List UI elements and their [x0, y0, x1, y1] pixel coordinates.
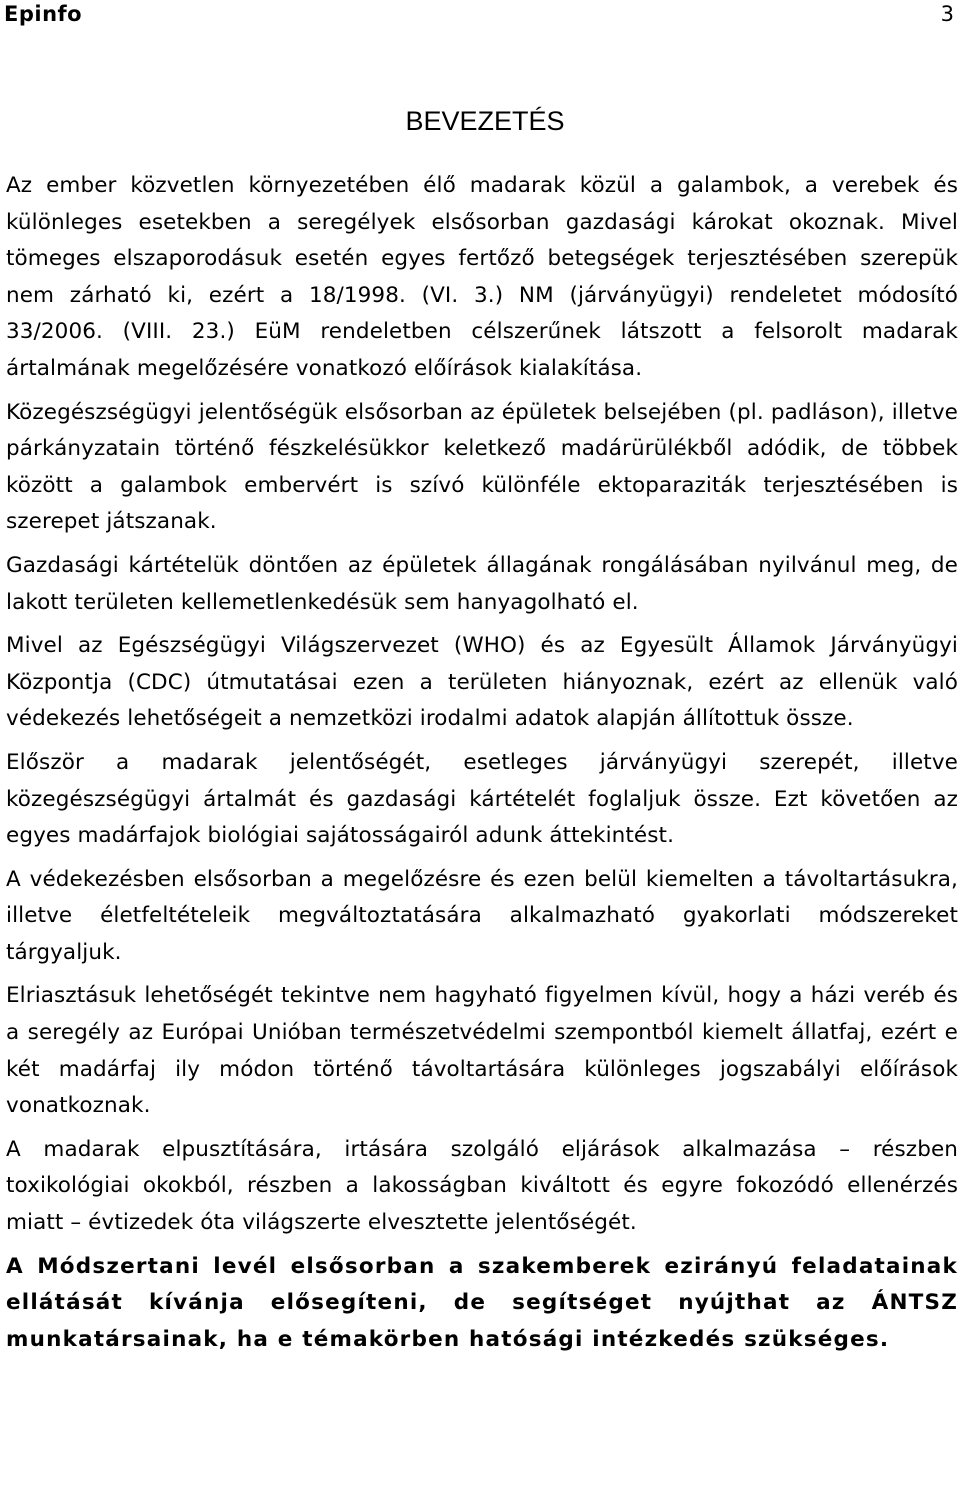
paragraph-intro: Az ember közvetlen környezetében élő madarak közül a galambok, a verebek és különleges esetekben a seregélyek elsősorban gazdasági károkat okoznak. Mivel tömeges elszaporodásuk esetén egyes fertőző betegségek terjesztésében szerepük nem zárható ki, ezért a 18/1998. (VI. 3.) NM (járványügyi) rendeletet módosító 33/2006. (VIII. 23.) EüM rendeletben célszerűnek látszott a felsorolt madarak ártalmának megelőzésére vonatkozó előírások kialakítása.: [6, 173, 958, 381]
document-body: [6, 98, 958, 1365]
section-title: BEVEZETÉS: [405, 106, 565, 136]
brand-logo: Epinfo: [4, 2, 83, 26]
paragraph-closing: A Módszertani levél elsősorban a szakemberek ezirányú feladatainak ellátását kívánja elősegíteni, de segítséget nyújthat az ÁNTSZ munkatársainak, ha e témakörben hatósági intézkedés szükséges.: [6, 1253, 958, 1352]
paragraph-deterrence: Elriasztásuk lehetőségét tekintve nem hagyható figyelmen kívül, hogy a házi veréb és a seregély az Európai Unióban természetvédelmi szempontból kiemelt állatfaj, ezért e két madárfaj ily módon történő távoltartására különleges jogszabályi előírások vonatkoznak.: [6, 983, 958, 1119]
paragraph-public-health: Közegészségügyi jelentőségük elsősorban az épületek belsejében (pl. padláson), illetve párkányzatain történő fészkelésükkor keletkező madárürülékből adódik, de többek között a galambok embervért is szívó különféle ektoparaziták terjesztésében is szerepet játszanak.: [6, 399, 958, 535]
page-number: 3: [940, 2, 954, 26]
paragraph-extermination: A madarak elpusztítására, irtására szolgáló eljárások alkalmazása – részben toxikológiai okokból, részben a lakosságban kiváltott és egyre fokozódó ellenérzés miatt – évtizedek óta világszerte elvesztette jelentőségét.: [6, 1136, 958, 1236]
page-header: [0, 0, 960, 34]
paragraph-sources: Mivel az Egészségügyi Világszervezet (WHO) és az Egyesült Államok Járványügyi Központja (CDC) útmutatásai ezen a területen hiányoznak, ezért az ellenük való védekezés lehetőségeit a nemzetközi irodalmi adatok alapján állítottuk össze.: [6, 633, 958, 732]
paragraph-overview: Először a madarak jelentőségét, esetleges járványügyi szerepét, illetve közegészségügyi ártalmát és gazdasági kártételét foglaljuk össze. Ezt követően az egyes madárfajok biológiai sajátosságairól adunk áttekintést.: [6, 749, 958, 849]
paragraph-prevention: A védekezésben elsősorban a megelőzésre és ezen belül kiemelten a távoltartásukra, illetve életfeltételeik megváltoztatására alkalmazható gyakorlati módszereket tárgyaljuk.: [6, 866, 958, 965]
paragraph-economic-damage: Gazdasági kártételük döntően az épületek állagának rongálásában nyilvánul meg, de lakott területen kellemetlenkedésük sem hanyagolható el.: [6, 552, 958, 615]
